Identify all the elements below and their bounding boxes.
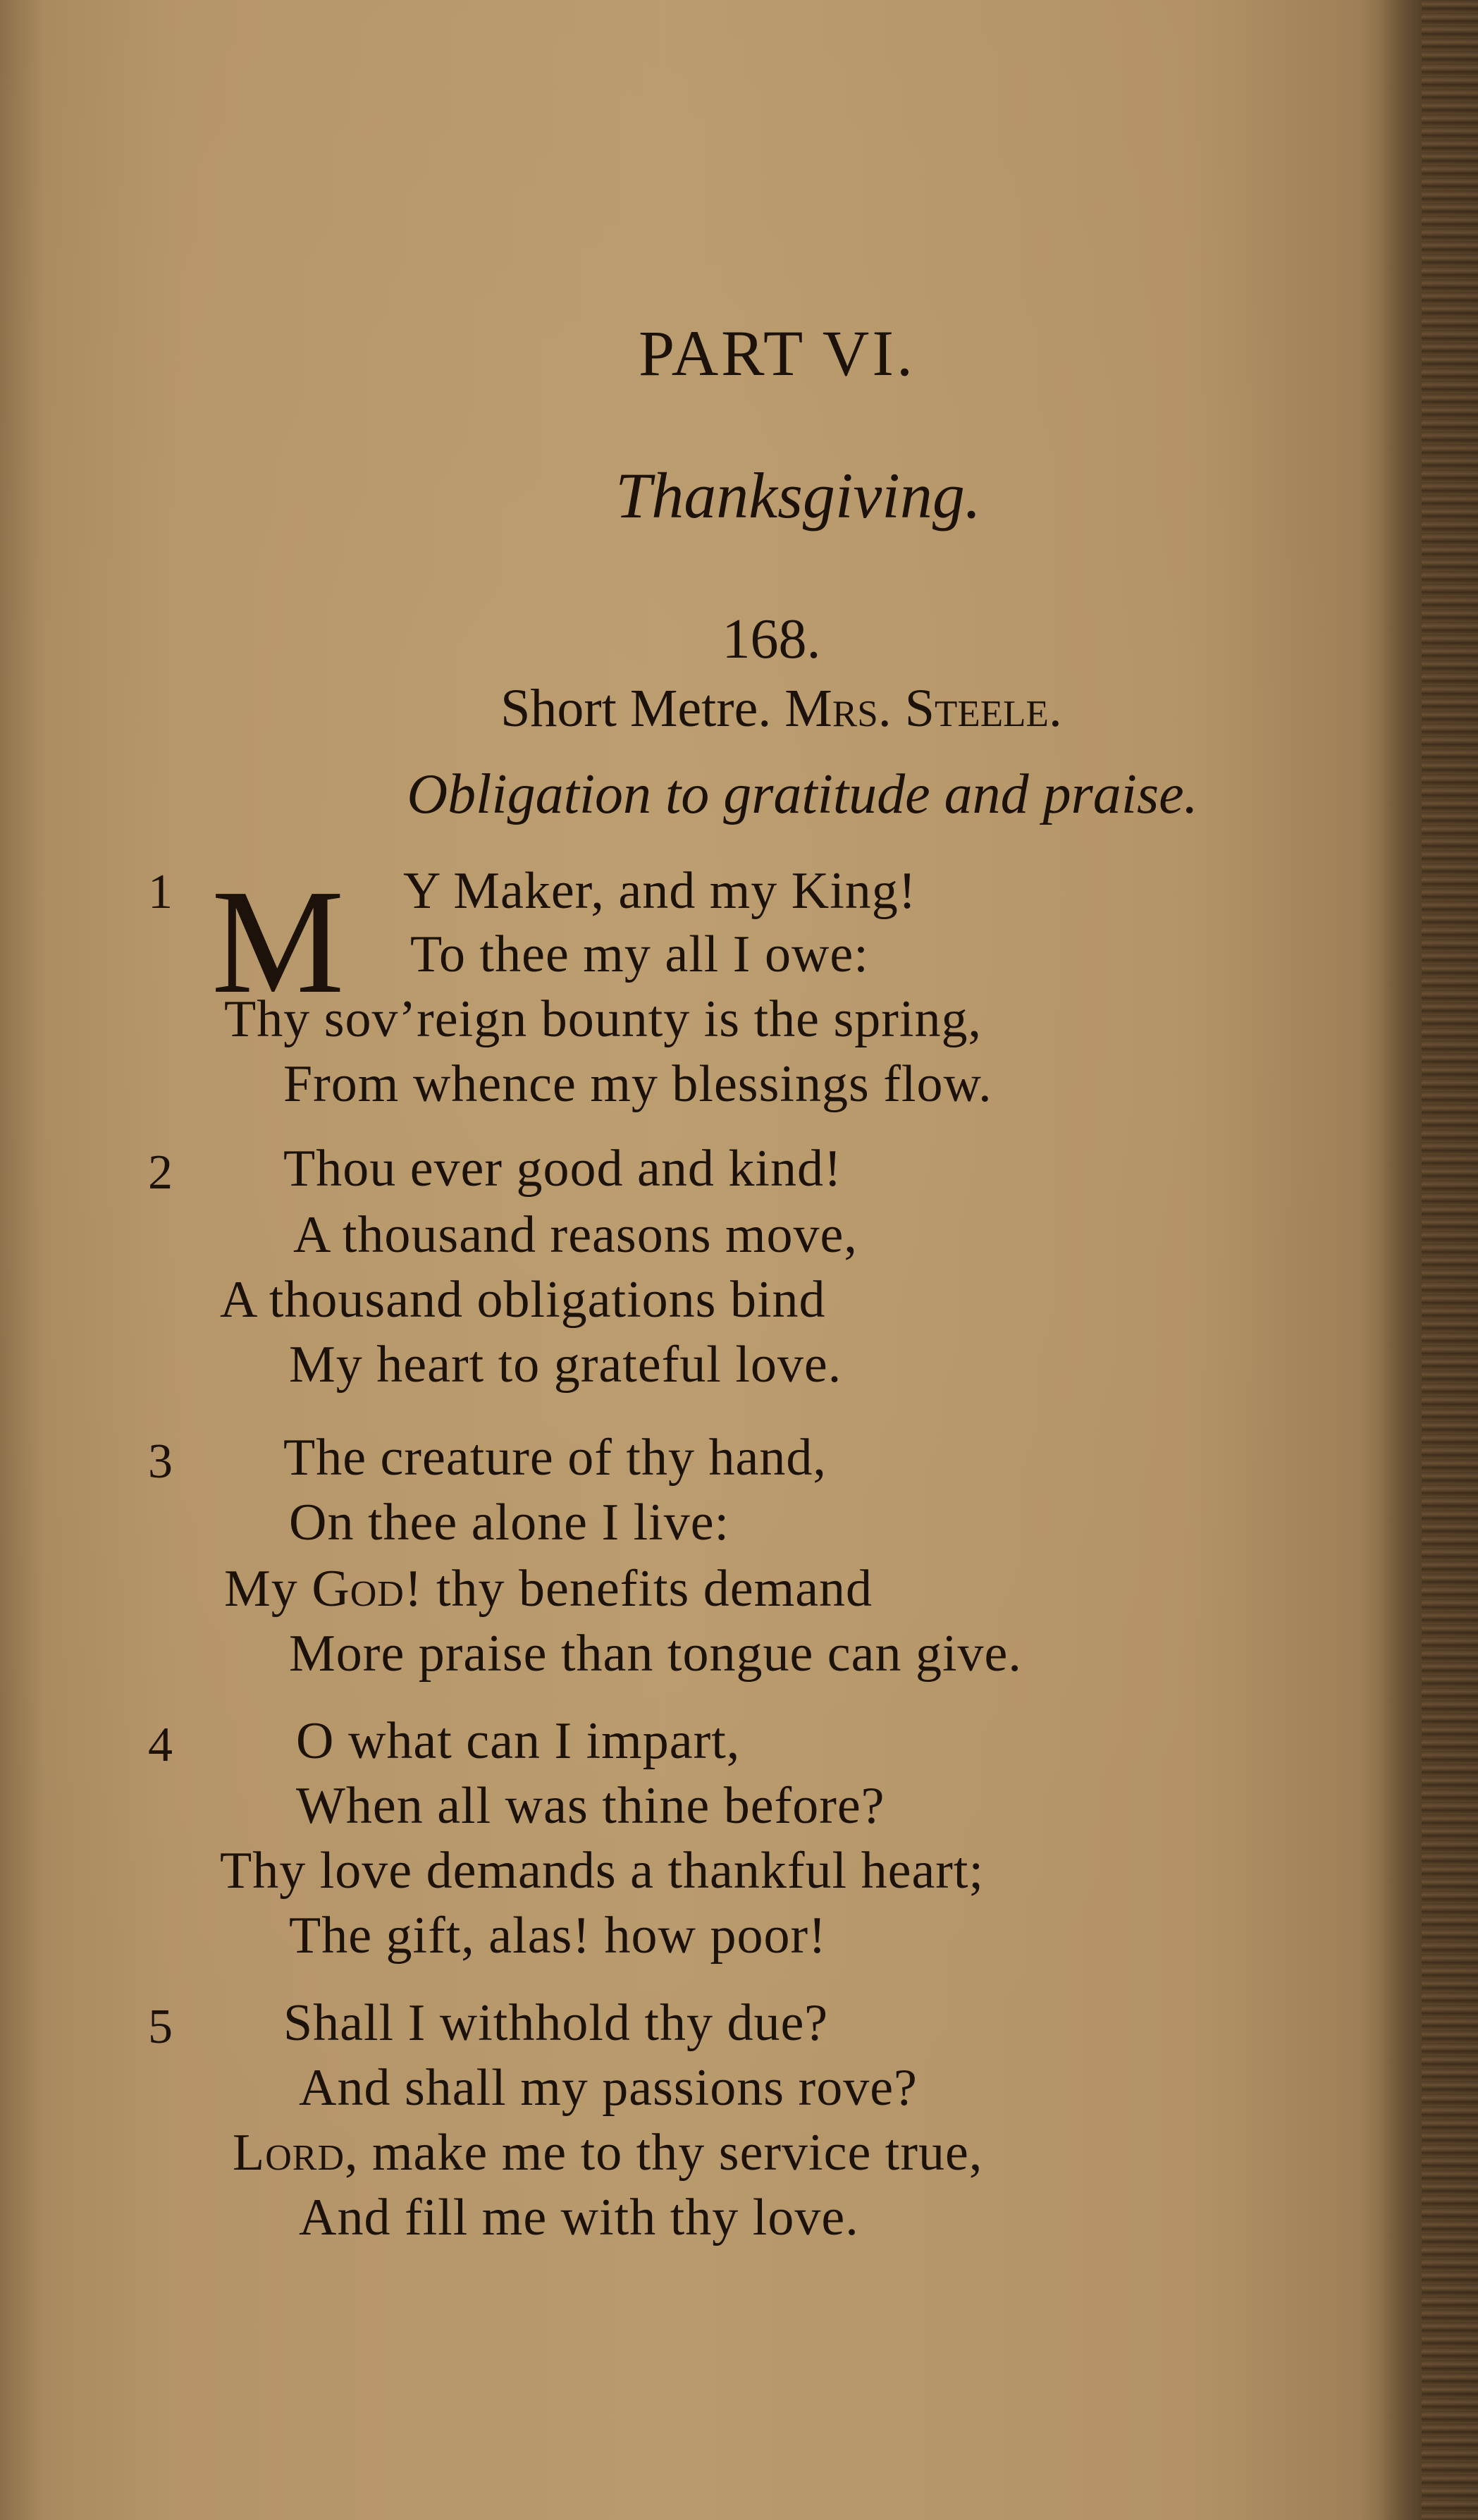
verse-text: ! thy benefits demand <box>404 1560 873 1618</box>
verse-text: , make me to thy service true, <box>345 2124 983 2182</box>
verse-line: A thousand obligations bind <box>220 1271 826 1329</box>
verse-line: On thee alone I live: <box>289 1494 730 1551</box>
part-heading: PART VI. <box>639 317 916 389</box>
hymn-number: 168. <box>722 608 821 670</box>
verse-line: The creature of thy hand, <box>283 1429 827 1487</box>
verse-line: From whence my blessings flow. <box>283 1055 992 1113</box>
verse-line: More praise than tongue can give. <box>289 1625 1022 1683</box>
hymn-metre: Short Metre. <box>500 679 772 738</box>
divine-name: God <box>312 1560 405 1618</box>
verse-number: 2 <box>148 1145 173 1200</box>
verse-line: Thy love demands a thankful heart; <box>220 1842 985 1900</box>
hymn-author: Mrs. Steele. <box>784 679 1062 738</box>
verse-line: And fill me with thy love. <box>299 2189 859 2247</box>
verse-line: Shall I withhold thy due? <box>283 1994 829 2052</box>
divine-name: Lord <box>233 2124 345 2182</box>
verse-line: A thousand reasons move, <box>293 1206 858 1264</box>
section-heading: Thanksgiving. <box>615 460 981 531</box>
verse-line: Thy sov’reign bounty is the spring, <box>224 990 983 1048</box>
hymn-subject: Obligation to gratitude and praise. <box>407 763 1198 825</box>
verse-line: To thee my all I owe: <box>410 926 869 983</box>
verse-line: The gift, alas! how poor! <box>289 1907 827 1965</box>
metre-author-line <box>42 678 1478 739</box>
verse-number: 4 <box>148 1718 173 1772</box>
verse-line: When all was thine before? <box>296 1777 885 1835</box>
verse-line: Thou ever good and kind! <box>283 1140 842 1198</box>
verse-number: 3 <box>148 1434 173 1489</box>
verse-number: 5 <box>148 2000 173 2054</box>
verse-line: O what can I impart, <box>296 1712 741 1770</box>
verse-line <box>224 1559 873 1619</box>
verse-number: 1 <box>148 865 173 919</box>
verse-text: My <box>224 1560 312 1618</box>
verse-line: My heart to grateful love. <box>289 1336 842 1394</box>
verse-line <box>233 2123 983 2183</box>
verse-line: And shall my passions rove? <box>299 2059 918 2117</box>
verse-line: Y Maker, and my King! <box>403 862 917 920</box>
drop-cap: M <box>211 859 345 1024</box>
